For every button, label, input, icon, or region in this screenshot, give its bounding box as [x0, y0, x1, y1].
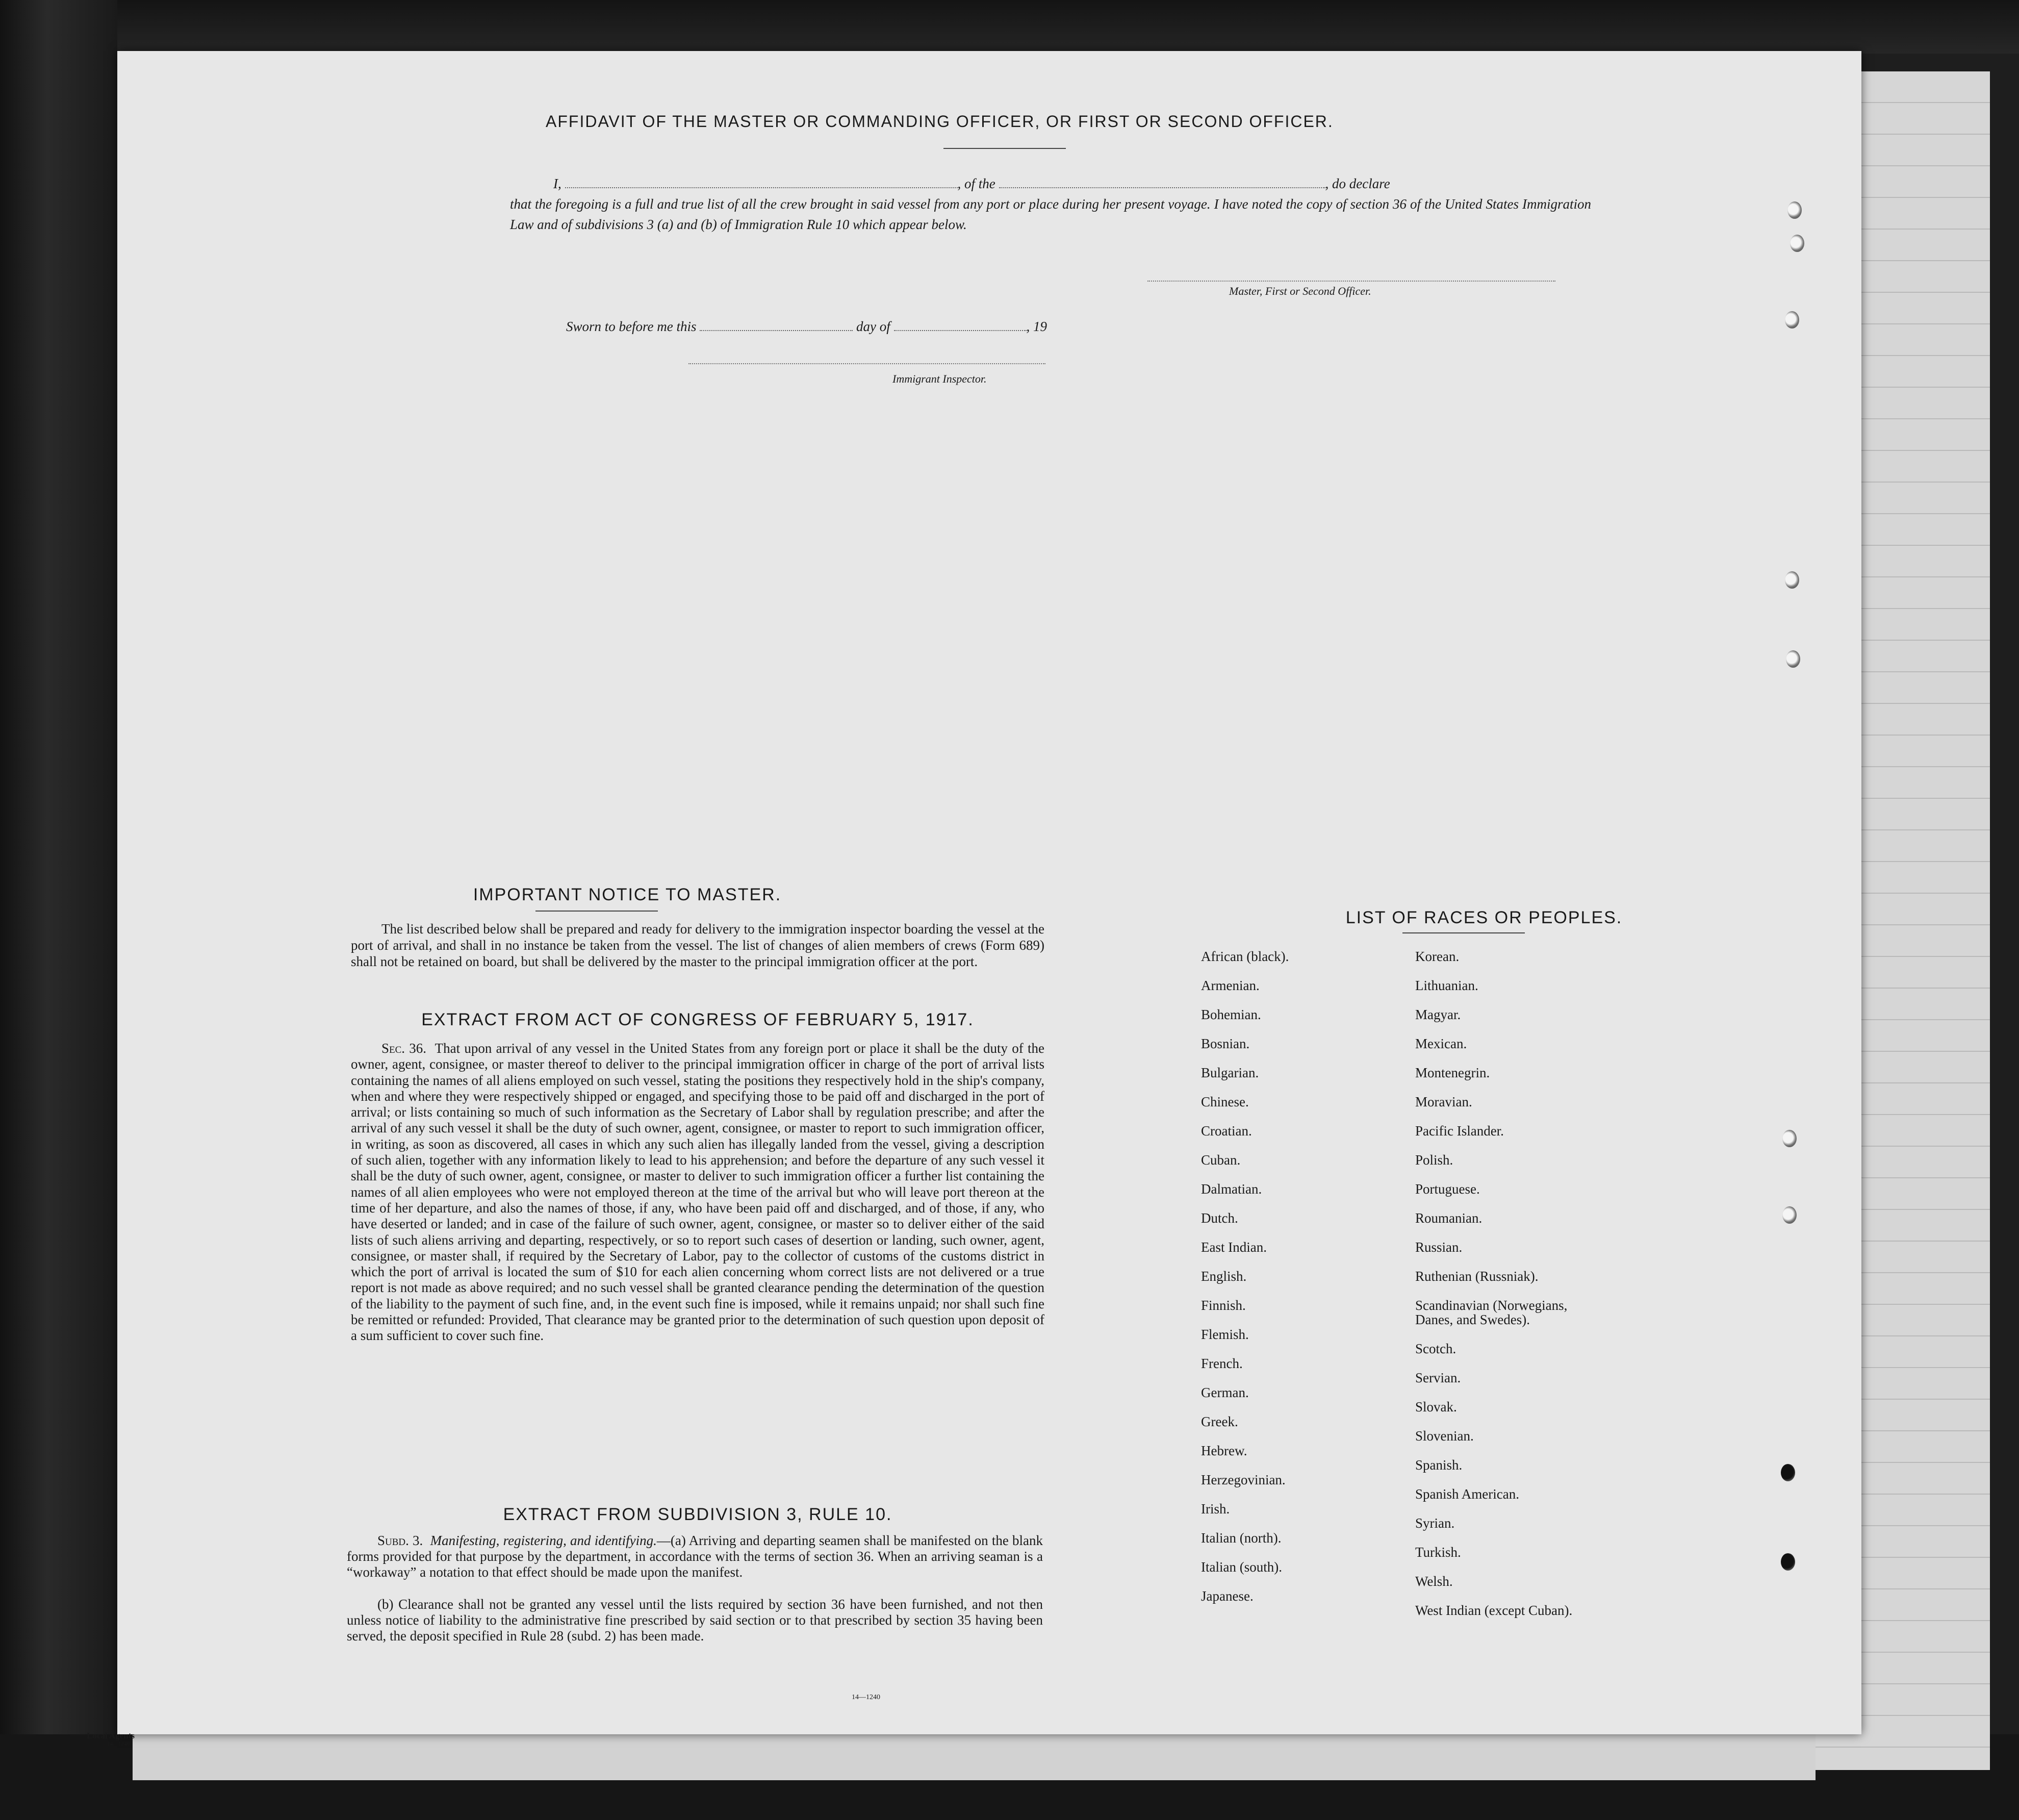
race-item: French.: [1201, 1356, 1243, 1371]
year-prefix: , 19: [1026, 319, 1047, 334]
day-of-text: day of: [856, 319, 890, 334]
local-agents-label: [87, 1732, 189, 1748]
races-title: LIST OF RACES OR PEOPLES.: [1345, 908, 1623, 927]
section-text: That upon arrival of any vessel in the United States from any foreign port or place it shall be the duty of the owner, agent, consignee, or master thereof to deliver to the principal immigration officer in charge of the port of arrival lists containing the names of all aliens employed on such vessel, stating the positions they respectively hold in the ship's company, when and where they were respectively shipped or engaged, and specifying those to be paid off and discharged in the port of arrival; or lists containing so much of such information as the Secretary of Labor shall by regulation prescribe; and after the arrival of any such vessel it shall be the duty of such owner, agent, consignee, or master to report to such immigration officer, in writing, as soon as discovered, all cases in which any such alien has illegally landed from the vessel, giving a description of such alien, together with any information likely to lead to his apprehension; and before the departure of any such vessel it shall be the duty of such owner, agent, consignee, or master to deliver to such immigration officer a further list containing the names of all alien employees who were not employed thereon at the time of the arrival but who will leave port thereon at the time of her departure, and also the names of those, if any, who have been paid off and discharged, and of those, if any, who have deserted or landed; and in case of the failure of such owner, agent, consignee, or master so to deliver either of the said lists of such aliens arriving and departing, respectively, or so to report such cases of desertion or landing, such owner, agent, consignee, or master shall, if required by the Secretary of Labor, pay to the collector of customs of the customs district in which the port of arrival is located the sum of $10 for each alien concerning whom correct lists are not delivered or a true report is not made as above required; and no such vessel shall be granted clearance pending the determination of the question of the liability to the payment of such fine, and, in the event such fine is imposed, while it remains unpaid; nor shall such fine be remitted or refunded: Provided, That clearance may be granted prior to the determination of such question upon deposit of a sum sufficient to cover such fine.: [351, 1041, 1045, 1344]
race-item: Finnish.: [1201, 1298, 1246, 1313]
declarant-prefix: I,: [553, 176, 561, 191]
sworn-day-field[interactable]: [700, 330, 853, 331]
notice-title: IMPORTANT NOTICE TO MASTER.: [473, 885, 782, 904]
race-item: Spanish American.: [1415, 1486, 1519, 1502]
extract-act-body: [351, 1041, 1044, 1344]
extract-rule-title: EXTRACT FROM SUBDIVISION 3, RULE 10.: [503, 1505, 892, 1524]
subd-label: Subd. 3.: [377, 1533, 423, 1548]
race-item: Greek.: [1201, 1414, 1238, 1429]
inspector-signature-field[interactable]: [688, 363, 1045, 364]
race-item: Scotch.: [1415, 1341, 1456, 1356]
race-item: Herzegovinian.: [1201, 1472, 1286, 1487]
notice-body: The list described below shall be prepared and ready for delivery to the immigration inspector boarding the vessel at the port of arrival, and shall in no instance be taken from the vessel. The list of changes of alien members of crews (Form 689) shall not be retained on board, but shall be delivered by the master to the principal immigration officer at the port.: [351, 921, 1044, 969]
punch-hole: [1782, 1130, 1797, 1147]
local-agents-form: 14—1240: [107, 1741, 130, 1747]
race-item: Lithuanian.: [1415, 978, 1478, 993]
race-item: Croatian.: [1201, 1123, 1252, 1139]
race-item: Turkish.: [1415, 1545, 1461, 1560]
race-item: Montenegrin.: [1415, 1065, 1490, 1080]
punch-hole: [1782, 1206, 1797, 1224]
affidavit-body: that the foregoing is a full and true list of all the crew brought in said vessel from any port or place during her present voyage. I have noted the copy of section 36 of the United States Immigration Law and of subdivisions 3 (a) and (b) of Immigration Rule 10 which appear below.: [510, 196, 1591, 232]
sworn-month-field[interactable]: [894, 330, 1027, 331]
race-item: Servian.: [1415, 1370, 1461, 1385]
form-number: 14—1240: [852, 1693, 880, 1701]
race-item: Moravian.: [1415, 1094, 1472, 1109]
extract-rule-paragraph-a: [347, 1533, 1043, 1580]
race-item: Syrian.: [1415, 1515, 1455, 1531]
race-item: Slovak.: [1415, 1399, 1457, 1414]
affidavit-declaration-line: [553, 173, 1589, 194]
subd-heading: Manifesting, registering, and identifying.: [430, 1533, 657, 1548]
signature-field[interactable]: [1147, 281, 1555, 282]
race-item: Flemish.: [1201, 1327, 1249, 1342]
title-rule: [943, 148, 1066, 149]
section-label: Sec. 36.: [381, 1041, 427, 1056]
race-item: Polish.: [1415, 1152, 1453, 1168]
vessel-name-field[interactable]: [999, 187, 1325, 188]
sworn-text: Sworn to before me this: [566, 319, 697, 334]
punch-hole: [1781, 1553, 1795, 1571]
races-title-rule: [1402, 932, 1525, 933]
race-item: German.: [1201, 1385, 1249, 1400]
race-item: Pacific Islander.: [1415, 1123, 1504, 1139]
notice-title-rule: [535, 911, 658, 912]
race-item: Dalmatian.: [1201, 1181, 1262, 1197]
race-item: West Indian (except Cuban).: [1415, 1603, 1573, 1618]
race-item: Dutch.: [1201, 1210, 1238, 1226]
of-the-text: , of the: [957, 176, 995, 191]
signature-label: Master, First or Second Officer.: [1229, 285, 1371, 297]
local-agents-text: Local Agents: [87, 1731, 135, 1740]
race-item: Spanish.: [1415, 1457, 1463, 1473]
race-item: Magyar.: [1415, 1007, 1461, 1022]
declarant-name-field[interactable]: [565, 187, 958, 188]
race-item: Bohemian.: [1201, 1007, 1261, 1022]
document-page: [117, 51, 1861, 1734]
punch-hole: [1781, 1464, 1795, 1481]
race-item: Ruthenian (Russniak).: [1415, 1269, 1539, 1284]
race-item: Portuguese.: [1415, 1181, 1480, 1197]
race-item: Japanese.: [1201, 1588, 1254, 1604]
punch-hole: [1785, 571, 1799, 589]
race-item: Italian (south).: [1201, 1559, 1282, 1575]
punch-hole: [1790, 235, 1804, 252]
race-item: Welsh.: [1415, 1574, 1453, 1589]
affidavit-title: AFFIDAVIT OF THE MASTER OR COMMANDING OFFICER, OR FIRST OR SECOND OFFICER.: [546, 112, 1334, 131]
extract-rule-paragraph-b: (b) Clearance shall not be granted any vessel until the lists required by section 36 have been furnished, and not then unless notice of liability to the administrative fine prescribed by said section or to that prescribed by section 35 having been served, the deposit specified in Rule 28 (subd. 2) has been made.: [347, 1597, 1043, 1644]
race-item: Roumanian.: [1415, 1210, 1483, 1226]
do-declare-text: , do declare: [1325, 176, 1390, 191]
sworn-line: [566, 316, 1331, 337]
race-item: Mexican.: [1415, 1036, 1467, 1051]
punch-hole: [1785, 311, 1799, 328]
race-item: African (black).: [1201, 949, 1289, 964]
race-item: Scandinavian (Norwegians,: [1415, 1298, 1568, 1313]
race-item: Russian.: [1415, 1240, 1463, 1255]
scan-border-left: [0, 0, 117, 1820]
race-item: English.: [1201, 1269, 1247, 1284]
race-item: Hebrew.: [1201, 1443, 1247, 1458]
race-item: Bosnian.: [1201, 1036, 1250, 1051]
race-item: Irish.: [1201, 1501, 1230, 1516]
race-item: Chinese.: [1201, 1094, 1249, 1109]
race-item: Bulgarian.: [1201, 1065, 1259, 1080]
race-item: Armenian.: [1201, 978, 1260, 993]
inspector-label: Immigrant Inspector.: [892, 372, 987, 385]
race-item: Korean.: [1415, 949, 1460, 964]
punch-hole: [1786, 650, 1800, 668]
race-item: Italian (north).: [1201, 1530, 1282, 1546]
race-item: Cuban.: [1201, 1152, 1241, 1168]
race-item: Danes, and Swedes).: [1415, 1312, 1530, 1327]
extract-act-title: EXTRACT FROM ACT OF CONGRESS OF FEBRUARY 5, 1917.: [421, 1010, 974, 1029]
subd-a-text: —(a) Arriving and departing seamen shall be manifested on the blank forms provided for that purpose by the department, in accordance with the terms of section 36. When an arriving seaman is a “workaway” a notation to that effect should be made upon the manifest.: [347, 1533, 1043, 1580]
punch-hole: [1787, 201, 1802, 219]
scan-border-top: [0, 0, 2019, 54]
race-item: Slovenian.: [1415, 1428, 1474, 1444]
race-item: East Indian.: [1201, 1240, 1267, 1255]
